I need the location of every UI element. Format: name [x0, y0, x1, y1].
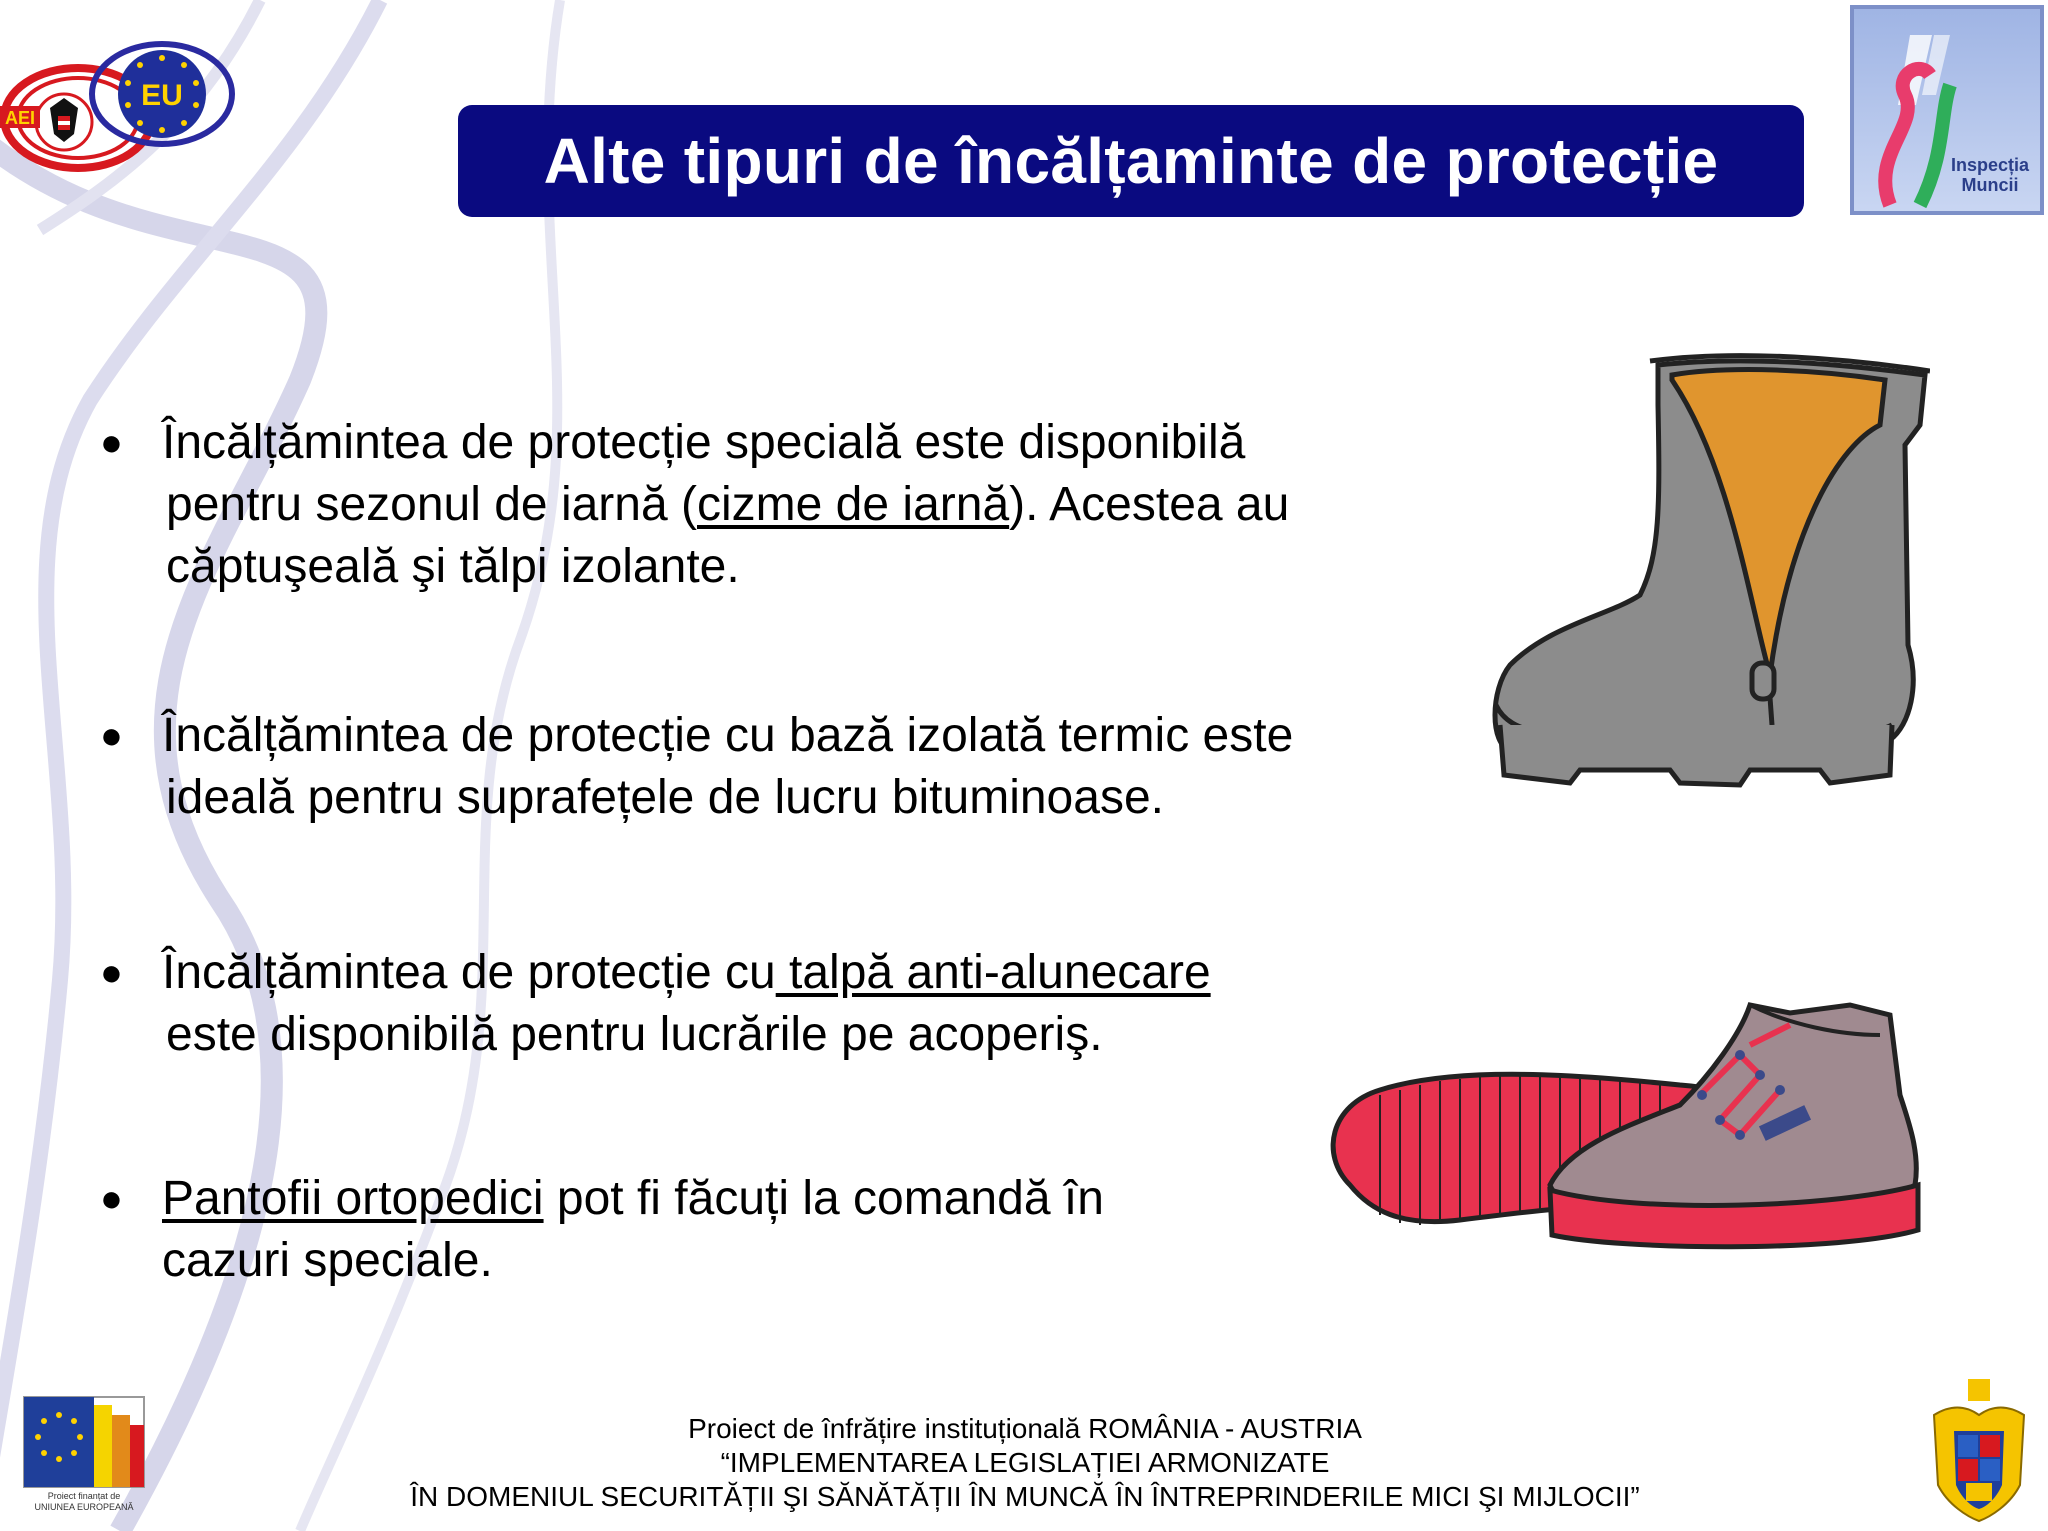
bullet-dot: ●: [100, 715, 123, 757]
eu-funding-caption-1: Proiect finanțat de: [47, 1491, 121, 1501]
bullet-line: ideală pentru suprafețele de lucru bituminoase.: [166, 771, 1164, 824]
aei-logo-text: AEI: [4, 108, 36, 128]
footer-line-1: Proiect de înfrățire instituțională ROMÂNIA - AUSTRIA: [688, 1413, 1362, 1444]
bullet-dot: ●: [100, 422, 123, 464]
bullet-line: Încălțămintea de protecție cu talpă anti-alunecare: [162, 946, 1211, 999]
orthopedic-link[interactable]: Pantofii ortopedici: [162, 1172, 544, 1225]
footer-line-3: ÎN DOMENIUL SECURITĂȚII ŞI SĂNĂTĂȚII ÎN MUNCĂ ÎN ÎNTREPRINDERILE MICI ŞI MIJLOCII”: [410, 1481, 1640, 1512]
page-title: Alte tipuri de încălțaminte de protecție: [543, 125, 1719, 197]
eu-funding-logo: [22, 1395, 146, 1513]
footer: [300, 1412, 1750, 1514]
bullet-line: Încălțămintea de protecție specială este disponibilă: [162, 416, 1246, 469]
eu-logo-text: EU: [141, 79, 183, 112]
bullet-text: [162, 942, 1211, 1066]
anti-slip-link[interactable]: talpă anti-alunecare: [775, 946, 1211, 999]
winter-boots-link[interactable]: cizme de iarnă: [697, 478, 1010, 531]
bullet-dot: ●: [100, 1178, 123, 1220]
bullet-line: căptuşeală şi tălpi izolante.: [166, 540, 740, 593]
bullet-dot: ●: [100, 952, 123, 994]
inspectia-line1: Inspecția: [1950, 155, 2030, 175]
bullet-text: [162, 1168, 1104, 1292]
winter-boot-illustration: [1490, 345, 1930, 795]
bullet-text: [162, 412, 1289, 598]
eu-funding-caption-2: UNIUNEA EUROPEANĂ: [34, 1502, 134, 1512]
anti-slip-shoes-illustration: [1320, 995, 1930, 1275]
inspectia-muncii-logo: [1850, 5, 2045, 217]
bullet-line: Pantofii ortopedici pot fi făcuți la comandă în: [162, 1172, 1104, 1225]
aei-eu-logo: [0, 38, 240, 178]
romania-coat-of-arms: [1930, 1375, 2028, 1525]
bullet-line: este disponibilă pentru lucrările pe acoperiş.: [166, 1008, 1103, 1061]
bullet-line: Încălțămintea de protecție cu bază izolată termic este: [162, 709, 1294, 762]
inspectia-line2: Muncii: [1961, 175, 2019, 195]
bullet-line: pentru sezonul de iarnă (cizme de iarnă). Acestea au: [166, 478, 1290, 531]
footer-line-2: “IMPLEMENTAREA LEGISLAȚIEI ARMONIZATE: [720, 1447, 1330, 1478]
bullet-line: cazuri speciale.: [162, 1234, 493, 1287]
title-bar: [458, 105, 1804, 217]
bullet-text: [162, 705, 1293, 829]
